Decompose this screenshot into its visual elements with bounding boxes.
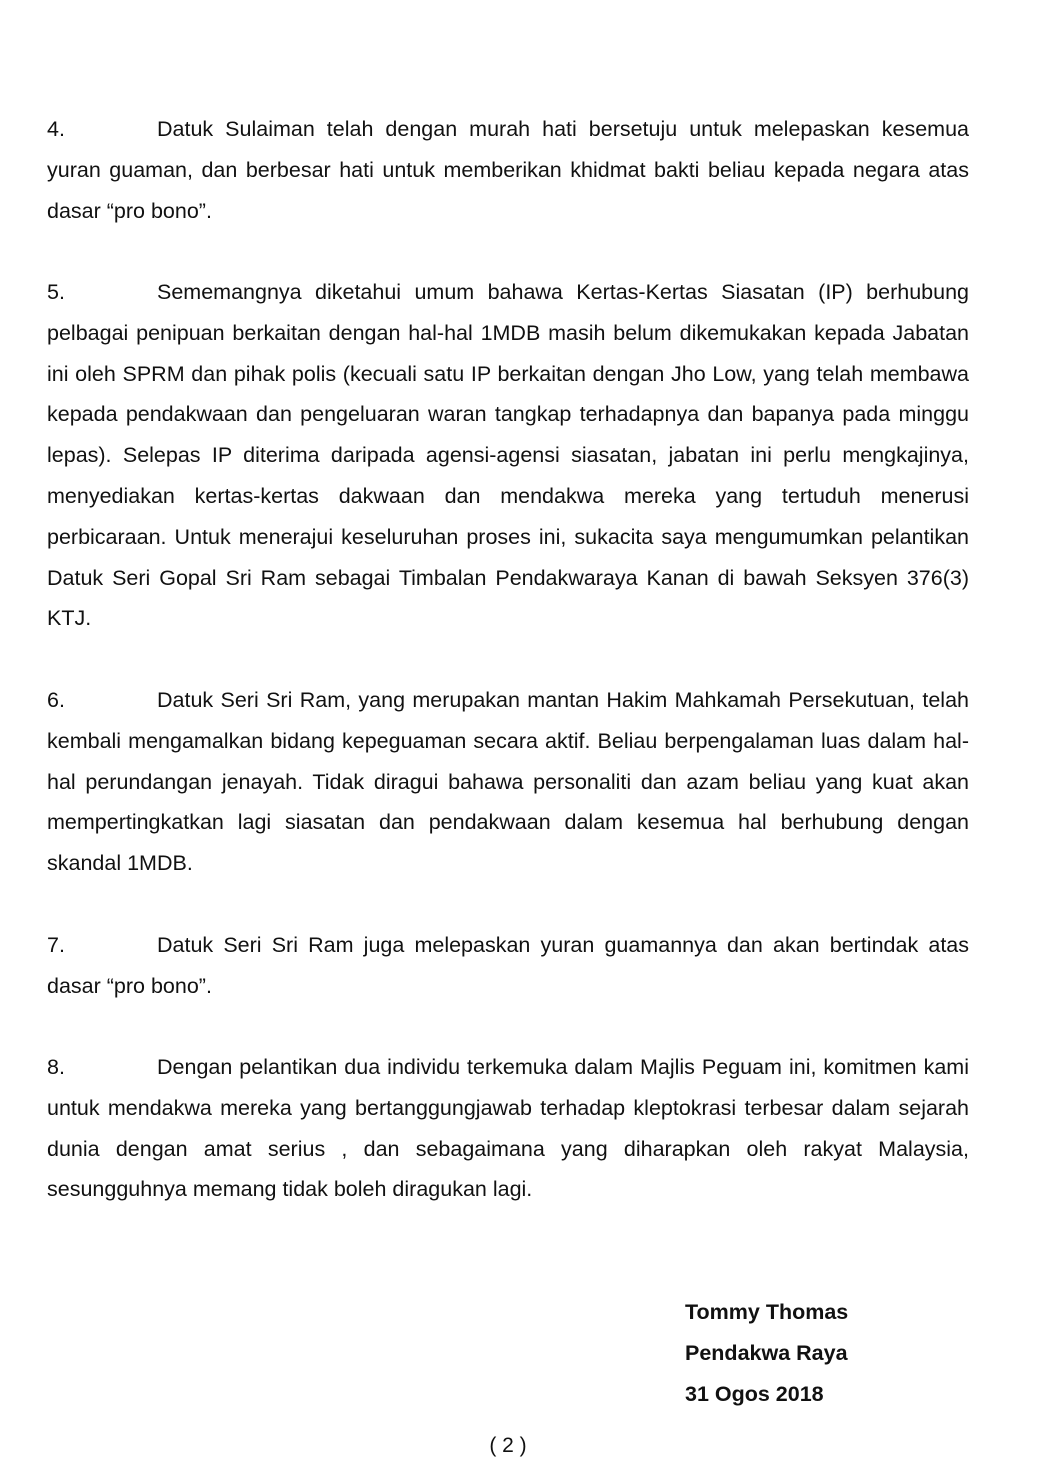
paragraph-number: 5. [47,280,65,304]
paragraph-4 [47,109,969,231]
paragraph-text: Sememangnya diketahui umum bahawa Kertas-Kertas Siasatan (IP) berhubung pelbagai penipuan berkaitan dengan hal-hal 1MDB masih belum dikemukakan kepada Jabatan ini oleh SPRM dan pihak polis (kecuali satu IP berkaitan dengan Jho Low, yang telah membawa kepada pendakwaan dan pengeluaran waran tangkap terhadapnya dan bapanya pada minggu lepas). Selepas IP diterima daripada agensi-agensi siasatan, jabatan ini perlu mengkajinya, menyediakan kertas-kertas dakwaan dan mendakwa mereka yang tertuduh menerusi perbicaraan. Untuk menerajui keseluruhan proses ini, sukacita saya mengumumkan pelantikan Datuk Seri Gopal Sri Ram sebagai Timbalan Pendakwaraya Kanan di bawah Seksyen 376(3) KTJ. [47,280,969,631]
paragraph-number: 6. [47,688,65,712]
paragraph-number: 8. [47,1055,65,1079]
signature-date: 31 Ogos 2018 [685,1382,824,1406]
paragraph-text: Datuk Sulaiman telah dengan murah hati bersetuju untuk melepaskan kesemua yuran guaman, dan berbesar hati untuk memberikan khidmat bakti beliau kepada negara atas dasar “pro bono”. [47,117,969,223]
signature-block [685,1292,985,1415]
page-number: ( 2 ) [489,1434,527,1457]
paragraph-5 [47,272,969,639]
paragraph-number: 4. [47,117,65,141]
paragraph-number: 7. [47,933,65,957]
signatory-title: Pendakwa Raya [685,1341,848,1365]
paragraph-7 [47,925,969,1007]
paragraph-text: Datuk Seri Sri Ram, yang merupakan mantan Hakim Mahkamah Persekutuan, telah kembali mengamalkan bidang kepeguaman secara aktif. Beliau berpengalaman luas dalam hal-hal perundangan jenayah. Tidak diragui bahawa personaliti dan azam beliau yang kuat akan mempertingkatkan lagi siasatan dan pendakwaan dalam kesemua hal berhubung dengan skandal 1MDB. [47,688,969,876]
paragraph-8 [47,1047,969,1210]
paragraph-6 [47,680,969,884]
paragraph-text: Datuk Seri Sri Ram juga melepaskan yuran guamannya dan akan bertindak atas dasar “pro bono”. [47,933,969,998]
paragraph-text: Dengan pelantikan dua individu terkemuka dalam Majlis Peguam ini, komitmen kami untuk mendakwa mereka yang bertanggungjawab terhadap kleptokrasi terbesar dalam sejarah dunia dengan amat serius , dan sebagaimana yang diharapkan oleh rakyat Malaysia, sesungguhnya memang tidak boleh diragukan lagi. [47,1055,969,1202]
signatory-name: Tommy Thomas [685,1300,849,1324]
